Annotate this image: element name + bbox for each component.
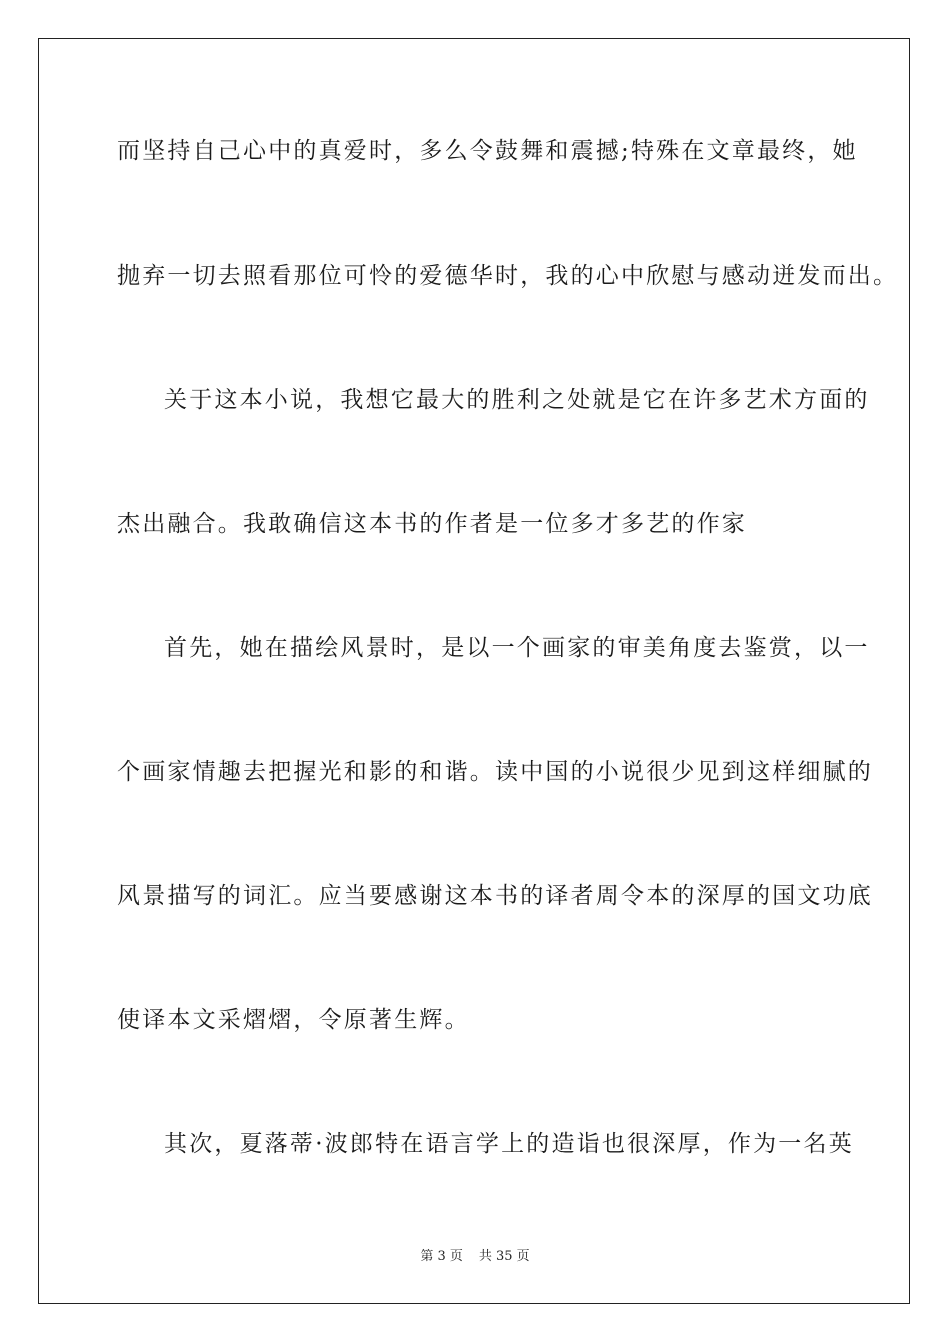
text-line: 风景描写的词汇。应当要感谢这本书的译者周令本的深厚的国文功底 <box>117 883 873 909</box>
page-border <box>38 38 910 1304</box>
text-line: 杰出融合。我敢确信这本书的作者是一位多才多艺的作家 <box>117 511 747 537</box>
text-line: 使译本文采熠熠，令原著生辉。 <box>117 1007 470 1033</box>
page-footer <box>0 1245 950 1264</box>
text-line: 抛弃一切去照看那位可怜的爱德华时，我的心中欣慰与感动迸发而出。 <box>117 263 899 289</box>
paragraph-start-line: 关于这本小说，我想它最大的胜利之处就是它在许多艺术方面的 <box>164 387 870 413</box>
text-line: 个画家情趣去把握光和影的和谐。读中国的小说很少见到这样细腻的 <box>117 759 873 785</box>
text-line: 而坚持自己心中的真爱时，多么令鼓舞和震撼;特殊在文章最终，她 <box>117 138 858 164</box>
total-pages: 共 35 页 <box>478 1249 530 1264</box>
paragraph-start-line: 首先，她在描绘风景时，是以一个画家的审美角度去鉴赏，以一 <box>164 635 870 661</box>
paragraph-start-line: 其次，夏落蒂·波郎特在语言学上的造诣也很深厚，作为一名英 <box>164 1131 854 1157</box>
page-number: 第 3 页 <box>420 1249 463 1264</box>
